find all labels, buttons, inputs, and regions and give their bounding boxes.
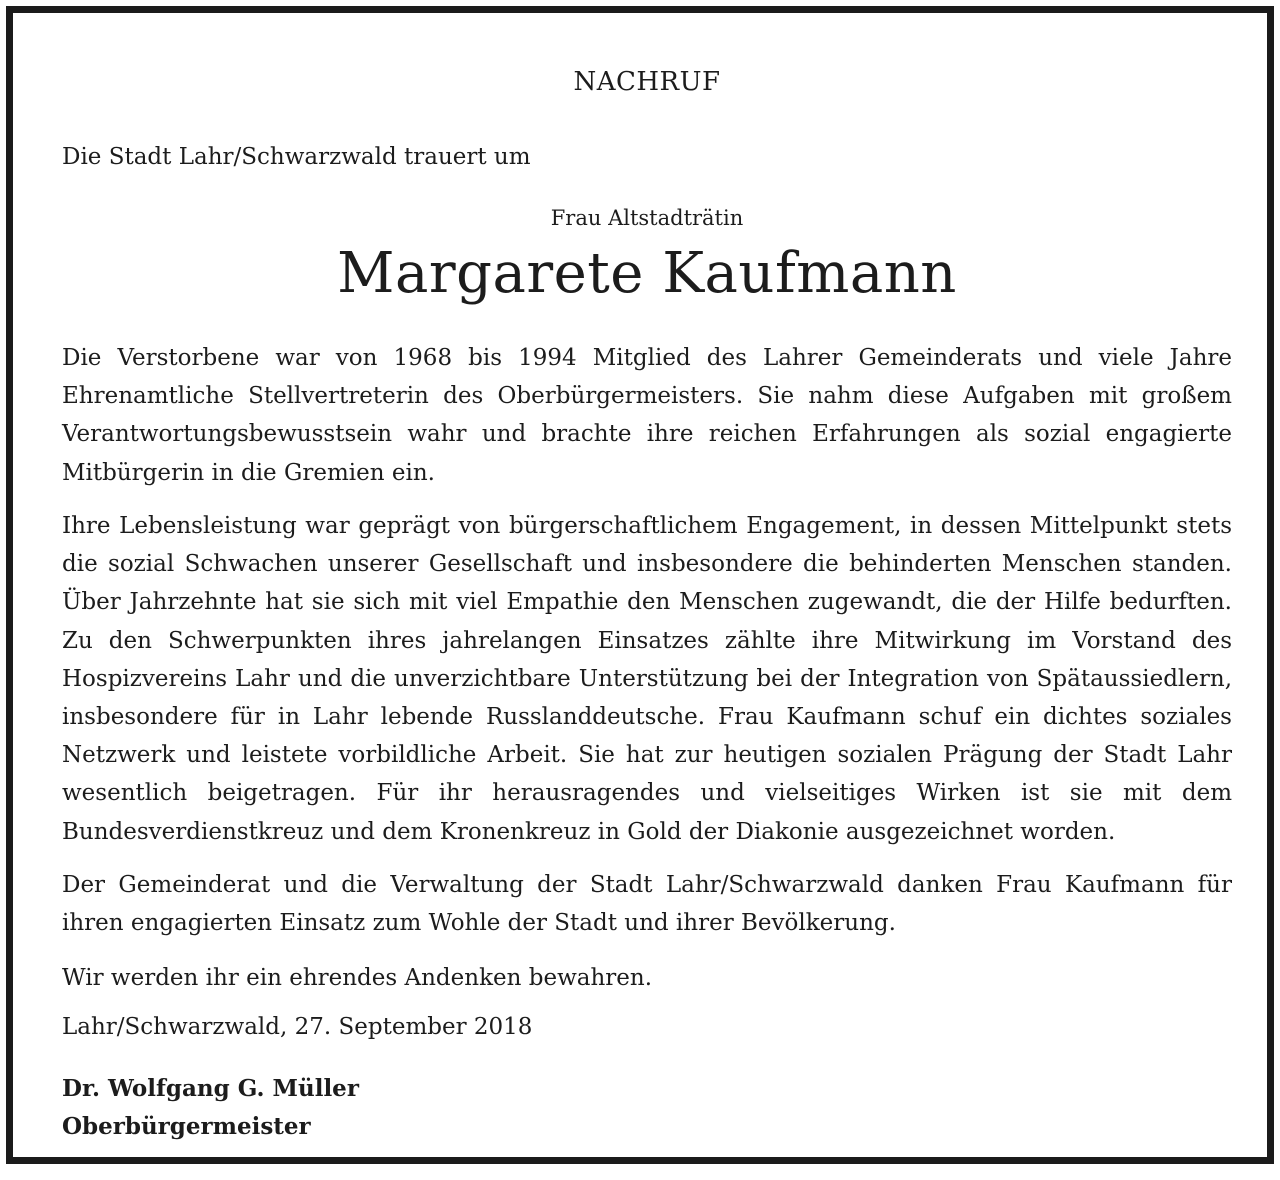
paragraph-achievements: Ihre Lebensleistung war geprägt von bürgerschaftlichem Engagement, in dessen Mittelpunkt stets die sozial Schwachen unserer Gesellschaft und insbesondere die behinderten Menschen standen. Über Jahrzehnte hat sie sich mit viel Empathie den Menschen zugewandt, die der Hilfe bedurften. Zu den Schwerpunkten ihres jahrelangen Einsatzes zählte ihre Mitwirkung im Vorstand des Hospizvereins Lahr und die unverzichtbare Unterstützung bei der Integration von Spätaussiedlern, insbesondere für in Lahr lebende Russlanddeutsche. Frau Kaufmann schuf ein dichtes soziales Netzwerk und leistete vorbildliche Arbeit. Sie hat zur heutigen sozialen Prägung der Stadt Lahr wesentlich beigetragen. Für ihr herausragendes und vielseitiges Wirken ist sie mit dem Bundesverdienstkreuz und dem Kronenkreuz in Gold der Diakonie ausgezeichnet worden. xyxy=(62,513,1232,845)
paragraph-thanks: Der Gemeinderat und die Verwaltung der Stadt Lahr/Schwarzwald danken Frau Kaufmann für ihren engagierten Einsatz zum Wohle der Stadt und ihrer Bevölkerung. xyxy=(62,872,1232,937)
deceased-honorific: Frau Altstadträtin xyxy=(550,206,744,230)
notice-heading: NACHRUF xyxy=(573,67,721,97)
deceased-name: Margarete Kaufmann xyxy=(337,241,957,306)
paragraph-career: Die Verstorbene war von 1968 bis 1994 Mitglied des Lahrer Gemeinderats und viele Jahre Ehrenamtliche Stellvertreterin des Oberbürgermeisters. Sie nahm diese Aufgaben mit großem Verantwortungsbewusstsein wahr und brachte ihre reichen Erfahrungen als sozial engagierte Mitbürgerin in die Gremien ein. xyxy=(62,345,1232,486)
place-date: Lahr/Schwarzwald, 27. September 2018 xyxy=(62,1014,533,1040)
signer-name: Dr. Wolfgang G. Müller xyxy=(62,1075,359,1102)
signer-title: Oberbürgermeister xyxy=(62,1113,311,1140)
paragraph-remembrance: Wir werden ihr ein ehrendes Andenken bewahren. xyxy=(62,965,653,991)
notice-intro: Die Stadt Lahr/Schwarzwald trauert um xyxy=(62,144,531,170)
notice-frame xyxy=(6,6,1274,1164)
